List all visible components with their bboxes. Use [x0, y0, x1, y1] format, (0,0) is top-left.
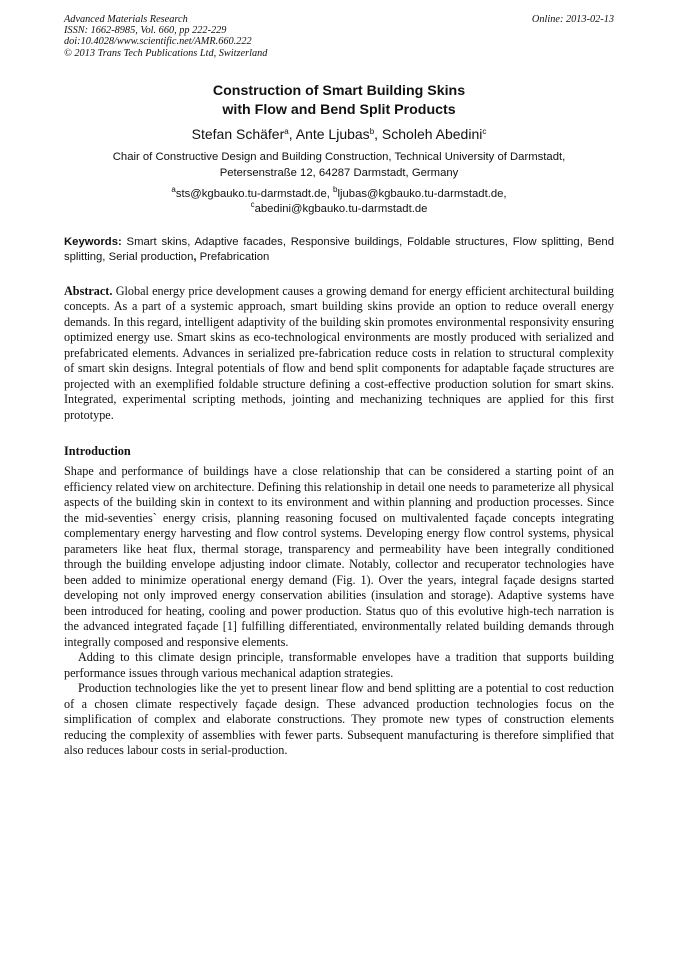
issn-line: ISSN: 1662-8985, Vol. 660, pp 222-229 — [64, 25, 227, 37]
author-emails — [64, 184, 614, 217]
author-list — [64, 125, 614, 143]
author-separator: , — [374, 125, 382, 142]
email-a: sts@kgbauko.tu-darmstadt.de, — [175, 187, 334, 200]
title-line-2: with Flow and Bend Split Products — [222, 101, 456, 118]
paper-page — [64, 14, 614, 759]
introduction-paragraph-3: Production technologies like the yet to present linear flow and bend splitting are a potential to cost reduction of a chosen climate respectively façade design. These advanced production technologies focus on the simplification of complex and elaborate constructions. They promote new types of construction elements reducing the complexity of assemblies with fewer parts. Subsequent manufacturing is therefore simplified that also reduces labour costs in serial-production. — [64, 681, 614, 758]
author-affil-mark: a — [284, 126, 289, 136]
email-mark-a: a — [171, 184, 176, 194]
author-name: Stefan Schäfer — [191, 125, 285, 142]
abstract-label: Abstract. — [64, 283, 113, 298]
paper-title — [64, 82, 614, 120]
email-mark-c: c — [250, 199, 255, 209]
author-name: Ante Ljubas — [295, 125, 370, 142]
introduction-paragraph-2: Adding to this climate design principle, transformable envelopes have a tradition that supports building performance issues through various mechanical adaption strategies. — [64, 650, 614, 680]
abstract-text: Global energy price development causes a growing demand for energy efficient architectural building concepts. As a part of a systemic approach, smart building skins provide an option to reduce overall energy demands. In this regard, intelligent adaptivity of the building skin promotes environmental responsivity ensuring optimized energy use. Smart skins as eco-technological environments are mostly produced with serialized and prefabricated elements. Advances in serialized pre-fabrication reduce costs in relation to structural complexity of smart skin designs. Integral potentials of flow and bend split components for adaptable façade structures are projected with an exemplified foldable structure defining a cost-effective production solution for smart skins. Integrated, experimental scripting methods, jointing and mechanizing techniques are applied for this first prototype. — [64, 283, 614, 422]
author-affil-mark: c — [482, 126, 487, 136]
title-line-1: Construction of Smart Building Skins — [212, 82, 466, 99]
affiliation-line-1: Chair of Constructive Design and Building Construction, Technical University of Darmstadt, — [112, 150, 566, 163]
email-mark-b: b — [333, 184, 338, 194]
author-separator: , — [288, 125, 296, 142]
keywords-label: Keywords: — [64, 235, 122, 248]
journal-header — [64, 14, 614, 59]
keywords — [64, 235, 614, 266]
email-b: ljubas@kgbauko.tu-darmstadt.de, — [337, 187, 507, 200]
copyright-line: © 2013 Trans Tech Publications Ltd, Switzerland — [64, 47, 268, 59]
doi-line: doi:10.4028/www.scientific.net/AMR.660.222 — [64, 36, 252, 48]
keywords-comma: , — [193, 251, 197, 264]
author-affil-mark: b — [369, 126, 375, 136]
keywords-text-end: Prefabrication — [196, 251, 270, 264]
author-name: Scholeh Abedini — [381, 125, 483, 142]
affiliation-line-2: Petersenstraße 12, 64287 Darmstadt, Germany — [219, 166, 459, 179]
abstract — [64, 284, 614, 424]
introduction-heading: Introduction — [64, 444, 131, 459]
introduction-paragraph-1: Shape and performance of buildings have a close relationship that can be considered a starting point of an efficiency related view on architecture. Defining this relationship in detail one needs to parameterize all physical aspects of the building skin in context to its environment and within planning and production processes. Since the mid-seventies` energy crisis, planning reasoning focused on multivalented façade concepts integrating complementary energy harvesting and flow control systems. Developing energy flow control systems, physical parameters like heat flux, thermal storage, transparency and permeability have been integrally conditioned through the building envelope adjusting indoor climate. Notably, collector and recuperator technologies have been added to minimize operational energy demand (Fig. 1). Over the years, integral façade designs started developing not only improved energy conservation abilities (insulation and storage). Adaptive systems have been introduced for heating, cooling and power production. Status quo of this evolutive high-tech narration is the advanced integrated façade [1] fulfilling differentiated, environmentally related building demands through integrally composed and responsive elements. — [64, 464, 614, 649]
online-date: Online: 2013-02-13 — [531, 14, 614, 25]
email-c: abedini@kgbauko.tu-darmstadt.de — [254, 202, 428, 215]
affiliation — [64, 149, 614, 181]
keywords-text: Smart skins, Adaptive facades, Responsive buildings, Foldable structures, Flow splitting, Bend splitting, Serial production — [64, 235, 614, 264]
journal-name: Advanced Materials Research — [64, 14, 188, 25]
